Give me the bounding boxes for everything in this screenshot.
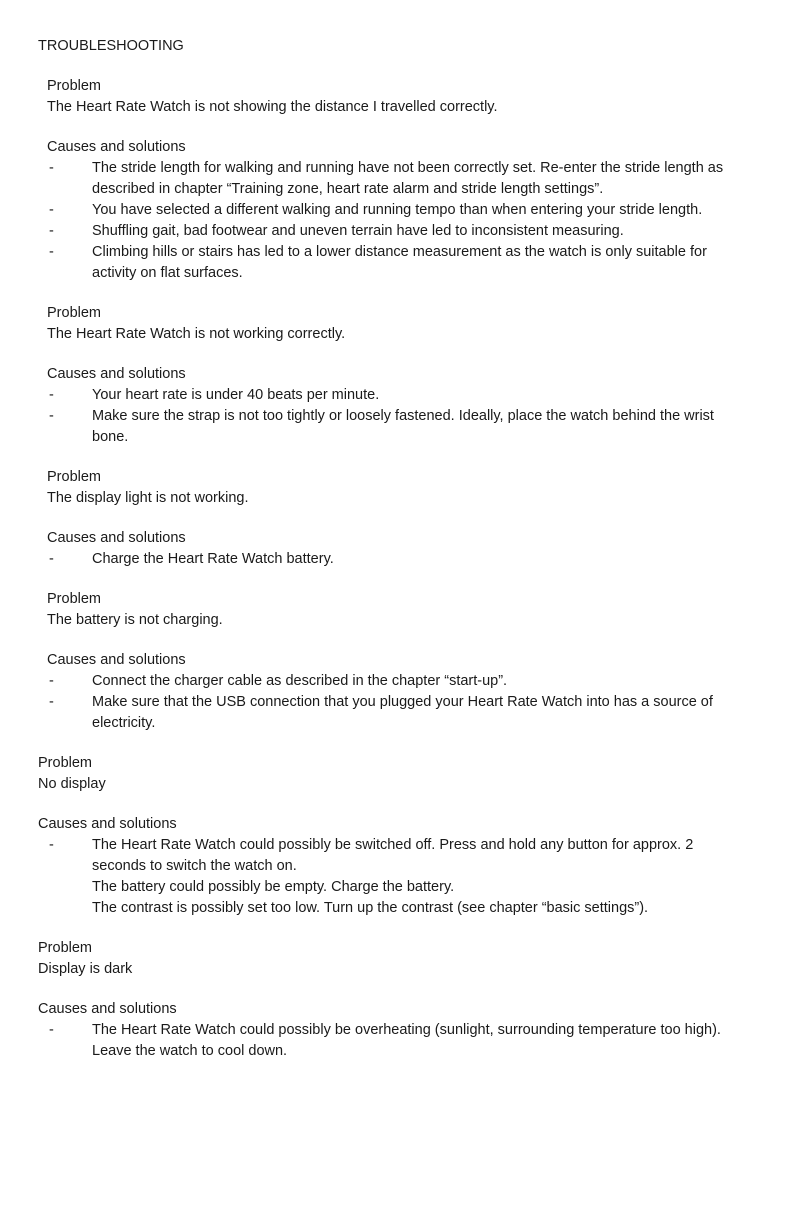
troubleshooting-section-battery — [47, 589, 738, 734]
solution-item: - The stride length for walking and running have not been correctly set. Re-enter the stride length as described in chapter “Training zone, heart rate alarm and stride length settings”. — [47, 158, 738, 200]
solutions-list — [38, 1020, 738, 1062]
solution-item: - The Heart Rate Watch could possibly be switched off. Press and hold any button for approx. 2 seconds to switch the watch on. — [38, 835, 738, 877]
solution-item: - Connect the charger cable as described in the chapter “start-up”. — [47, 671, 738, 692]
solution-item: - Make sure the strap is not too tightly or loosely fastened. Ideally, place the watch behind the wrist bone. — [47, 406, 738, 448]
solutions-list — [47, 549, 738, 570]
solutions-list — [38, 835, 738, 919]
solutions-list — [47, 671, 738, 734]
causes-label: Causes and solutions — [47, 366, 186, 382]
solution-item: The contrast is possibly set too low. Turn up the contrast (see chapter “basic settings”). — [92, 900, 649, 916]
solution-item: - Shuffling gait, bad footwear and uneven terrain have led to inconsistent measuring. — [47, 221, 738, 242]
problem-text: The battery is not charging. — [47, 612, 223, 628]
problem-label: Problem — [47, 591, 101, 607]
problem-label: Problem — [38, 755, 92, 771]
problem-label: Problem — [47, 78, 101, 94]
troubleshooting-section-not-working — [47, 303, 738, 448]
troubleshooting-section-no-display — [38, 753, 738, 919]
solution-item: - You have selected a different walking and running tempo than when entering your stride length. — [47, 200, 738, 221]
problem-text: The Heart Rate Watch is not working correctly. — [47, 326, 346, 342]
troubleshooting-section-distance — [47, 76, 738, 284]
problem-text: The display light is not working. — [47, 490, 249, 506]
causes-label: Causes and solutions — [47, 139, 186, 155]
solutions-list — [47, 158, 738, 284]
solution-item: - Your heart rate is under 40 beats per minute. — [47, 385, 738, 406]
solutions-list — [47, 385, 738, 448]
troubleshooting-page — [38, 36, 738, 1081]
causes-label: Causes and solutions — [38, 1001, 177, 1017]
solution-item: - Make sure that the USB connection that you plugged your Heart Rate Watch into has a source of electricity. — [47, 692, 738, 734]
document-title: TROUBLESHOOTING — [38, 38, 184, 54]
problem-label: Problem — [47, 469, 101, 485]
troubleshooting-section-display-dark — [38, 938, 738, 1062]
problem-label: Problem — [47, 305, 101, 321]
causes-label: Causes and solutions — [47, 652, 186, 668]
solution-item: - Climbing hills or stairs has led to a lower distance measurement as the watch is only suitable for activity on flat surfaces. — [47, 242, 738, 284]
solution-item: - Charge the Heart Rate Watch battery. — [47, 549, 738, 570]
problem-text: The Heart Rate Watch is not showing the distance I travelled correctly. — [47, 99, 498, 115]
problem-text: No display — [38, 776, 106, 792]
problem-text: Display is dark — [38, 961, 133, 977]
problem-label: Problem — [38, 940, 92, 956]
troubleshooting-section-display-light — [47, 467, 738, 570]
solution-item: The battery could possibly be empty. Charge the battery. — [92, 879, 455, 895]
solution-item: - The Heart Rate Watch could possibly be overheating (sunlight, surrounding temperature too high). Leave the watch to cool down. — [38, 1020, 738, 1062]
causes-label: Causes and solutions — [47, 530, 186, 546]
causes-label: Causes and solutions — [38, 816, 177, 832]
